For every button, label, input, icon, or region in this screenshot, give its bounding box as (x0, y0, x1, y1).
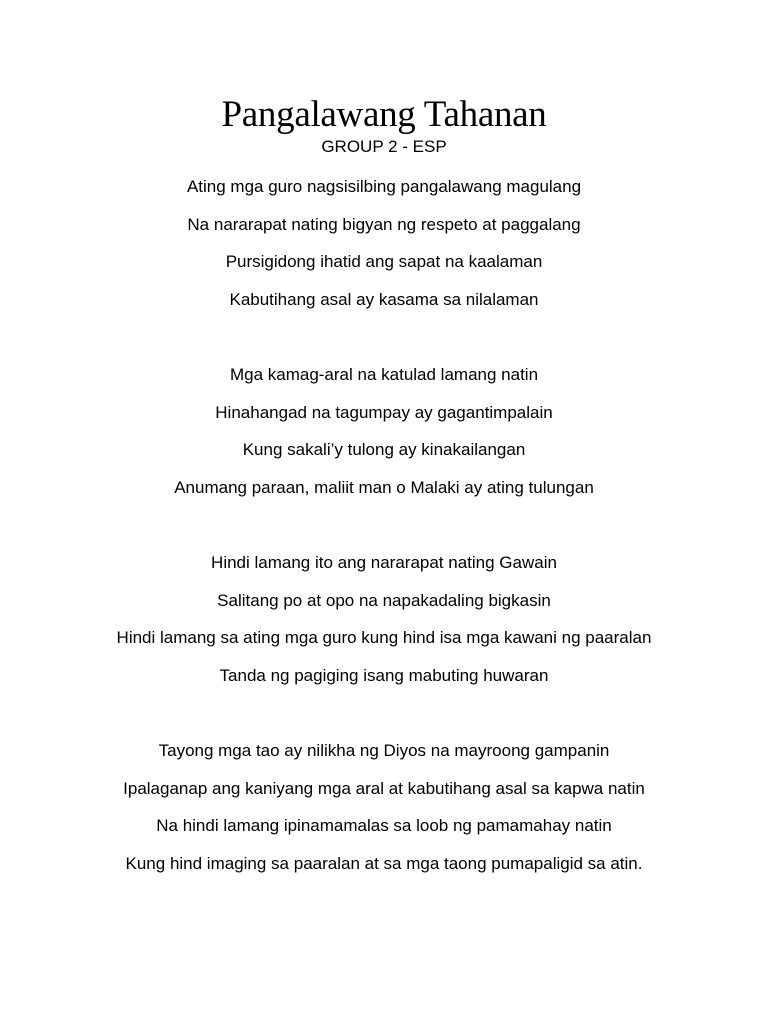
stanza-4 (0, 737, 768, 887)
poem-title: Pangalawang Tahanan (221, 94, 547, 135)
poem-line: Na hindi lamang ipinamamalas sa loob ng pamamahay natin (156, 816, 612, 835)
poem-line: Hindi lamang ito ang nararapat nating Gawain (211, 553, 557, 572)
poem-line: Kung sakali’y tulong ay kinakailangan (242, 440, 526, 459)
poem-line: Hinahangad na tagumpay ay gagantimpalain (215, 402, 553, 422)
poem-line: Salitang po at opo na napakadaling bigkasin (217, 590, 551, 610)
poem-line: Na nararapat nating bigyan ng respeto at paggalang (187, 214, 581, 234)
poem-subtitle: GROUP 2 - ESP (321, 137, 447, 156)
poem-line: Ipalaganap ang kaniyang mga aral at kabutihang asal sa kapwa natin (123, 778, 645, 798)
poem-line: Kabutihang asal ay kasama sa nilalaman (229, 289, 539, 309)
poem-line: Tanda ng pagiging isang mabuting huwaran (219, 665, 549, 685)
poem-line: Tayong mga tao ay nilikha ng Diyos na mayroong gampanin (158, 741, 610, 760)
poem-line: Kung hind imaging sa paaralan at sa mga taong pumapaligid sa atin. (125, 853, 643, 873)
stanza-1 (0, 173, 768, 323)
poem-line: Pursigidong ihatid ang sapat na kaalaman (225, 252, 543, 271)
poem-line: Hindi lamang sa ating mga guro kung hind isa mga kawani ng paaralan (116, 628, 652, 647)
poem-line: Mga kamag-aral na katulad lamang natin (229, 365, 539, 384)
stanza-3 (0, 549, 768, 699)
poem-line: Ating mga guro nagsisilbing pangalawang magulang (186, 177, 582, 196)
stanza-2 (0, 361, 768, 511)
poem-line: Anumang paraan, maliit man o Malaki ay ating tulungan (174, 477, 594, 497)
